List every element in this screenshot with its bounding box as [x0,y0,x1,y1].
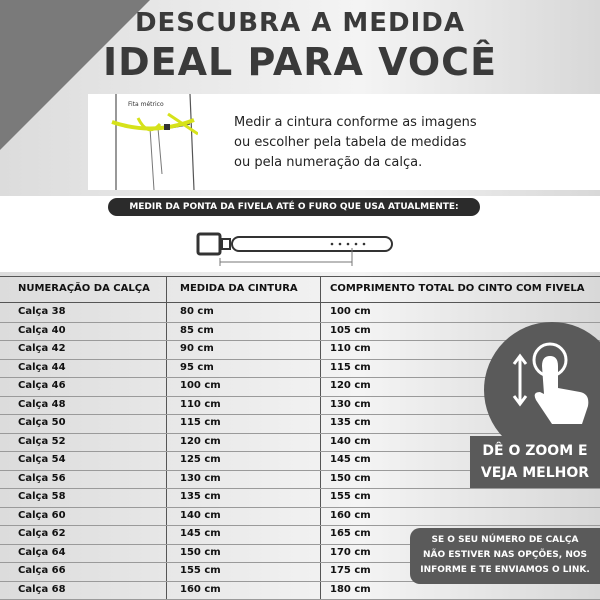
info-line: ou escolher pela tabela de medidas [234,135,467,150]
waist-cell: 125 cm [180,454,221,465]
belt-length-cell: 165 cm [330,528,371,539]
belt-length-cell: 135 cm [330,417,371,428]
pants-size-cell: Calça 54 [18,454,66,465]
waist-cell: 145 cm [180,528,221,539]
notice-line: NÃO ESTIVER NAS OPÇÕES, NOS [422,550,588,560]
info-text [234,113,594,173]
waist-cell: 130 cm [180,472,221,484]
info-line: Medir a cintura conforme as imagens [234,115,477,130]
zoom-label [470,436,600,488]
waist-cell: 155 cm [180,565,221,576]
info-card [88,94,600,190]
belt-length-cell: 170 cm [330,546,371,558]
waist-cell: 135 cm [180,491,221,502]
waist-cell: 80 cm [180,306,214,317]
pants-size-cell: Calça 68 [18,583,66,595]
pants-size-cell: Calça 50 [18,417,66,428]
column-header: NUMERAÇÃO DA CALÇA [18,283,150,294]
belt-length-cell: 180 cm [330,583,371,595]
belt-length-cell: 110 cm [330,343,371,354]
waist-cell: 95 cm [180,361,214,373]
waist-cell: 160 cm [180,583,221,595]
zoom-line: DÊ O ZOOM E [482,443,588,459]
pants-size-cell: Calça 56 [18,472,66,484]
pants-size-cell: Calça 48 [18,398,66,410]
waist-cell: 140 cm [180,509,221,521]
belt-length-cell: 115 cm [330,361,371,373]
column-header: MEDIDA DA CINTURA [180,283,298,294]
info-line: ou pela numeração da calça. [234,155,423,170]
waist-cell: 85 cm [180,324,214,336]
belt-length-cell: 120 cm [330,380,371,391]
column-header: COMPRIMENTO TOTAL DO CINTO COM FIVELA [330,283,585,294]
pants-size-cell: Calça 60 [18,509,66,521]
pants-size-cell: Calça 40 [18,324,66,336]
waist-cell: 115 cm [180,417,221,428]
pants-size-cell: Calça 64 [18,546,66,558]
belt-length-cell: 105 cm [330,324,371,336]
belt-length-cell: 100 cm [330,306,371,317]
belt-length-cell: 130 cm [330,398,371,410]
instruction-pill: MEDIR DA PONTA DA FIVELA ATÉ O FURO QUE USA ATUALMENTE: [108,198,480,216]
table-row [0,488,600,507]
belt-length-cell: 145 cm [330,454,371,465]
notice-line: SE O SEU NÚMERO DE CALÇA [431,535,579,545]
waist-cell: 120 cm [180,435,221,447]
belt-length-cell: 140 cm [330,435,371,447]
pants-size-cell: Calça 62 [18,528,66,539]
waist-cell: 100 cm [180,380,221,391]
pants-size-cell: Calça 38 [18,306,66,317]
zoom-line: VEJA MELHOR [480,465,590,481]
table-row [0,507,600,526]
belt-length-cell: 160 cm [330,509,371,521]
pants-size-cell: Calça 44 [18,361,66,373]
page-title [0,8,600,84]
notice-line: INFORME E TE ENVIAMOS O LINK. [420,565,590,575]
waist-measure-illustration [98,94,198,190]
pants-size-cell: Calça 46 [18,380,66,391]
pants-size-cell: Calça 66 [18,565,66,576]
pants-size-cell: Calça 52 [18,435,66,447]
notice-box [410,528,600,584]
waist-cell: 110 cm [180,398,221,410]
title-line-1: DESCUBRA A MEDIDA [134,8,466,38]
title-line-2: IDEAL PARA VOCÊ [102,40,498,84]
belt-length-cell: 175 cm [330,565,371,576]
pants-size-cell: Calça 58 [18,491,66,502]
pants-size-cell: Calça 42 [18,343,66,354]
waist-cell: 150 cm [180,546,221,558]
tape-label: Fita métrico [128,101,164,108]
belt-length-cell: 150 cm [330,472,371,484]
belt-length-cell: 155 cm [330,491,371,502]
table-row [0,303,600,322]
waist-cell: 90 cm [180,343,214,354]
belt-icon [192,226,398,270]
